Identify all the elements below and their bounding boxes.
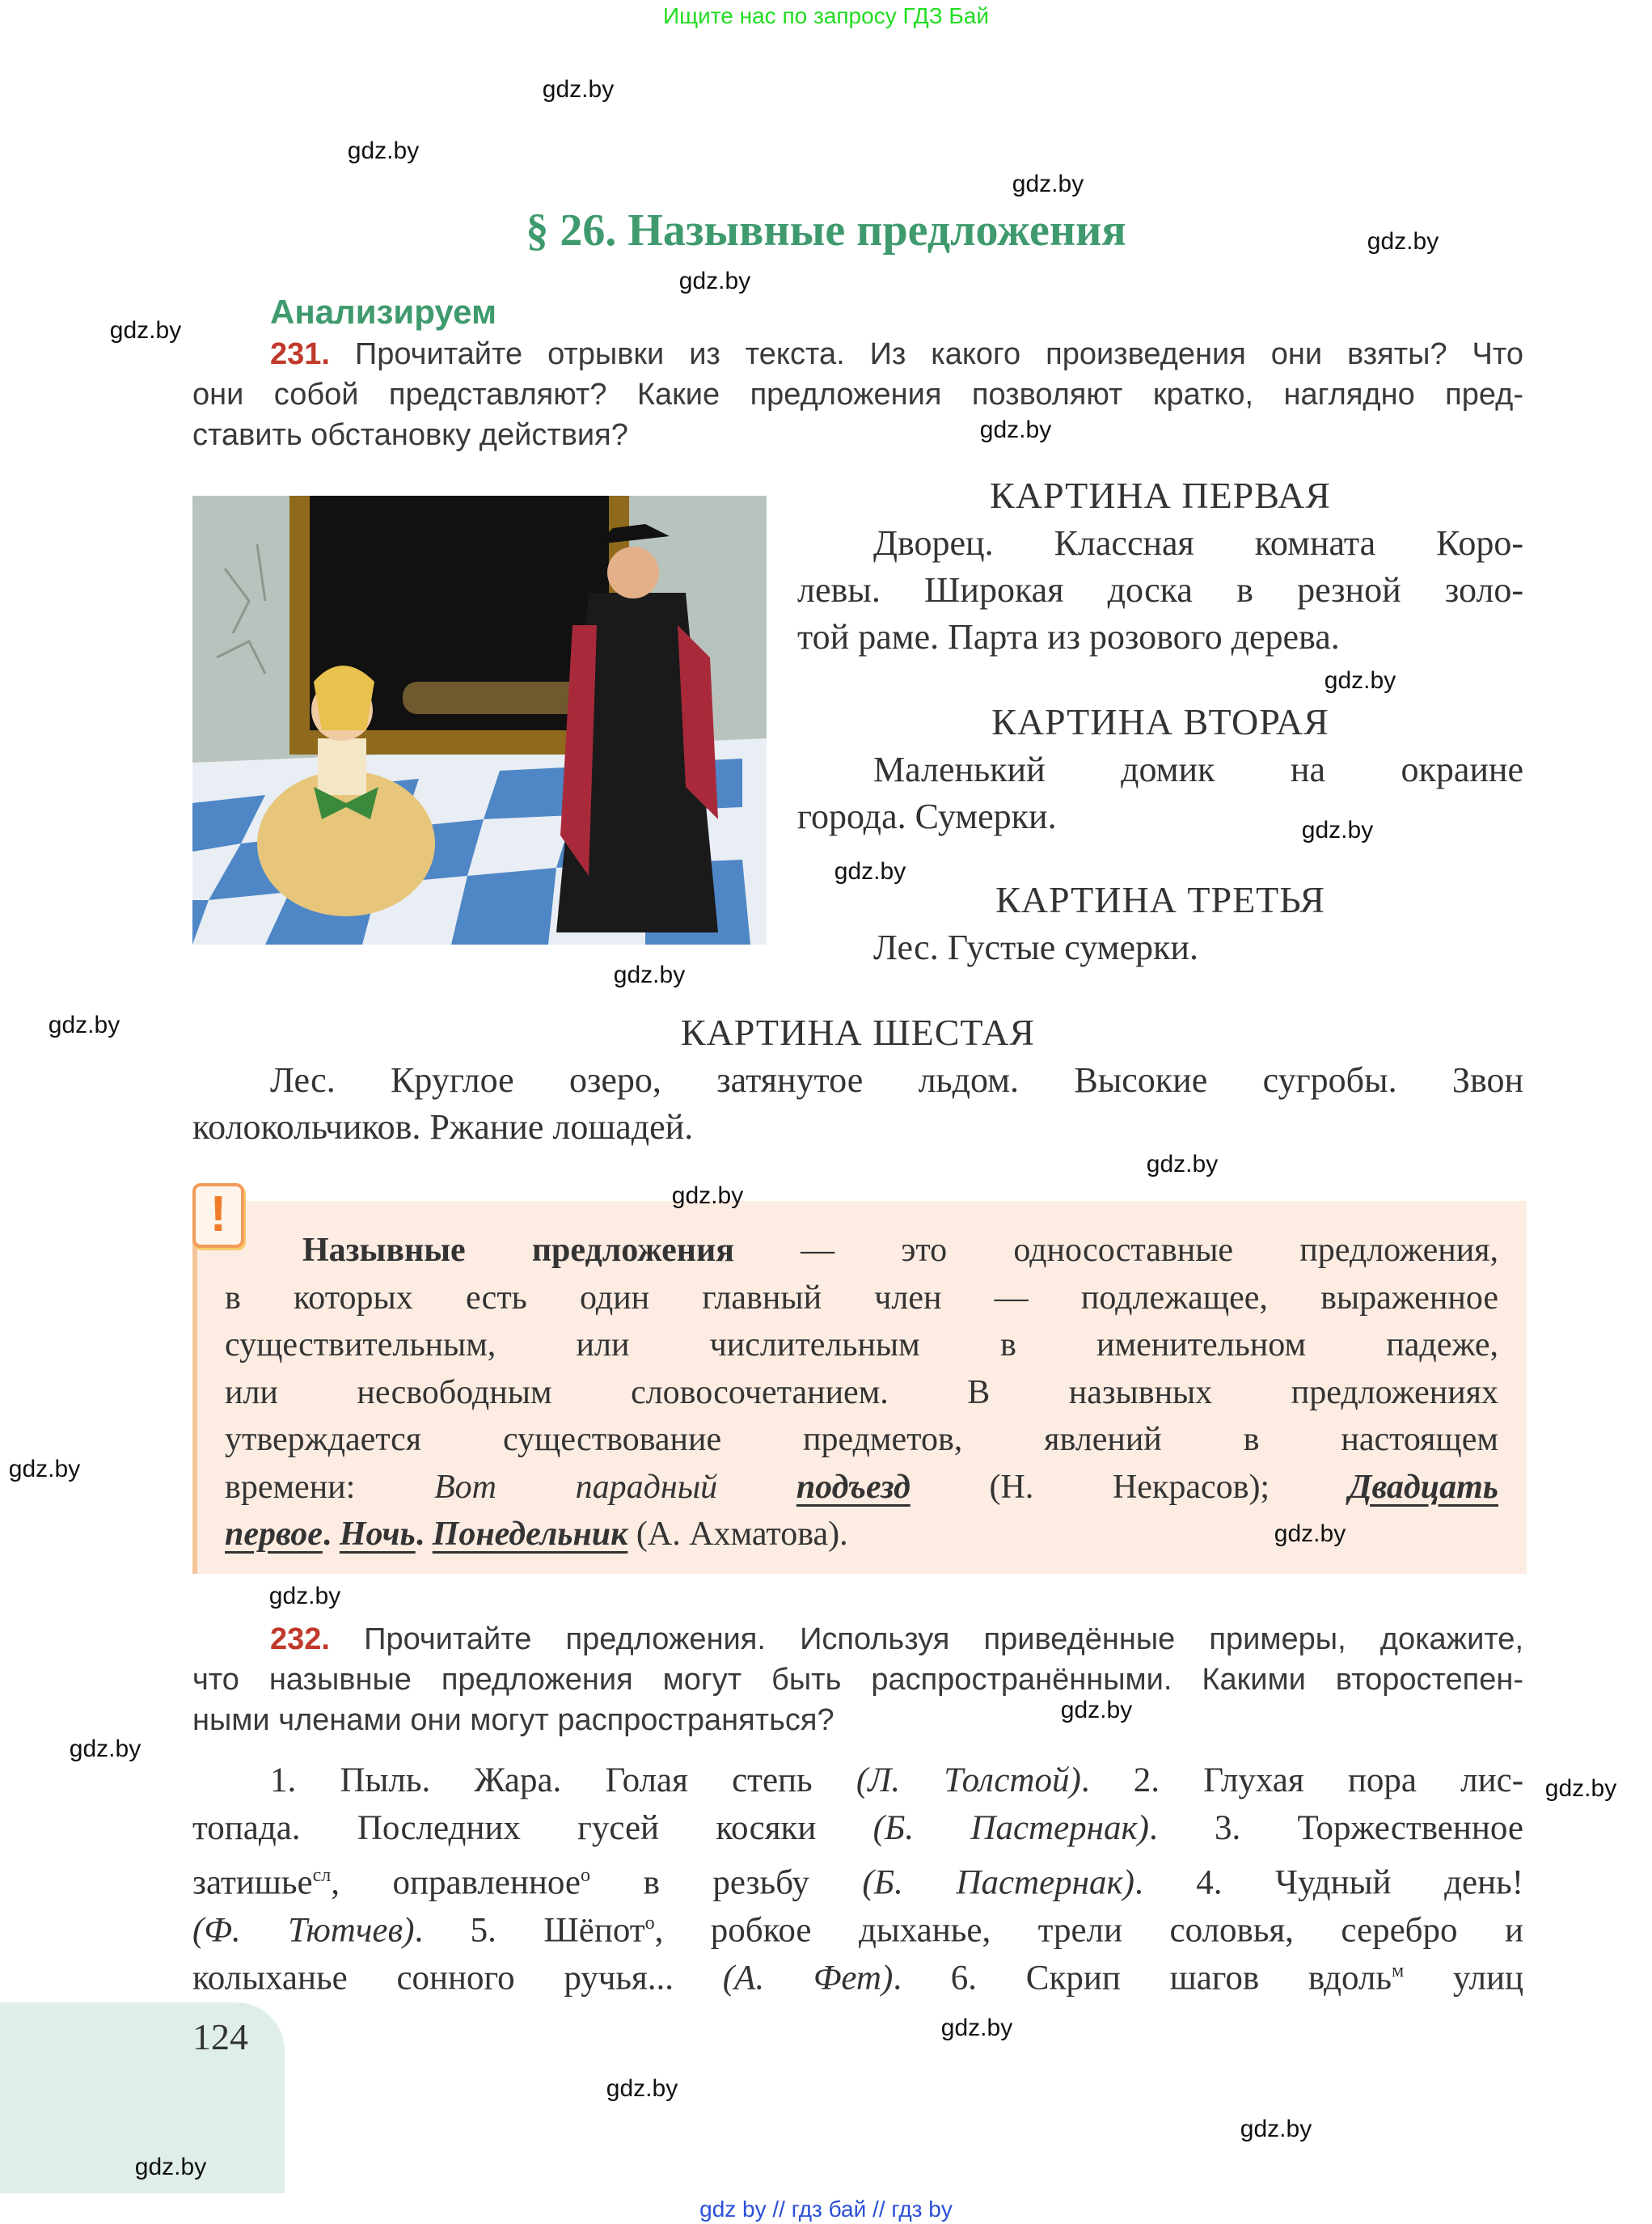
- watermark: gdz.by: [1274, 1520, 1346, 1547]
- section-heading: Анализируем: [270, 293, 497, 331]
- watermark: gdz.by: [1367, 228, 1439, 255]
- task-text: ставить обстановку действия?: [192, 418, 628, 452]
- mark-superscript: м: [1392, 1960, 1405, 1981]
- watermark: gdz.by: [109, 317, 182, 344]
- example-author: (А. Ахматова).: [627, 1516, 848, 1553]
- watermark: gdz.by: [1240, 2116, 1312, 2142]
- example-text: улиц: [1404, 1959, 1524, 1998]
- punctuation: .: [415, 1516, 433, 1553]
- example-text: 1. Пыль. Жара. Голая степь: [270, 1761, 856, 1799]
- example-text: . 2. Глухая пора лис-: [1080, 1761, 1524, 1799]
- task-number: 232.: [270, 1622, 330, 1656]
- mark-superscript: о: [644, 1913, 655, 1934]
- scene-text: левы. Широкая доска в резной золо-: [797, 570, 1523, 610]
- rule-term: Назывные предложения: [302, 1232, 734, 1269]
- rule-line: в которых есть один главный член — подлежащее, выраженное: [225, 1279, 1498, 1317]
- scene-text: колокольчиков. Ржание лошадей.: [192, 1107, 694, 1147]
- watermark: gdz.by: [542, 76, 615, 103]
- task-text: ными членами они могут распространяться?: [192, 1703, 834, 1737]
- task-232-examples: [192, 1757, 1524, 1998]
- example-author: (Н. Некрасов);: [910, 1468, 1349, 1506]
- watermark: gdz.by: [1544, 1775, 1617, 1802]
- example-text: Вот парадный: [433, 1468, 796, 1506]
- footer-links[interactable]: gdz by // гдз бай // гдз by: [699, 2197, 953, 2222]
- watermark: gdz.by: [347, 137, 420, 164]
- scene-text: Лес. Круглое озеро, затянутое льдом. Высокие сугробы. Звон: [270, 1060, 1523, 1100]
- rule-line: времени:: [225, 1468, 434, 1506]
- punctuation: .: [322, 1516, 340, 1553]
- scene-text: Дворец. Классная комната Коро-: [873, 523, 1523, 563]
- example-text: в резьбу: [590, 1863, 863, 1902]
- example-text: . 6. Скрип шагов вдоль: [893, 1959, 1392, 1998]
- search-banner[interactable]: Ищите нас по запросу ГДЗ Бай: [662, 3, 990, 28]
- task-number: 231.: [270, 337, 330, 371]
- mark-superscript: сл: [312, 1865, 332, 1886]
- task-text: Прочитайте предложения. Используя приведённые примеры, докажите,: [364, 1622, 1524, 1656]
- example-text: топада. Последних гусей косяки: [192, 1809, 873, 1847]
- rule-text: [225, 1227, 1498, 1558]
- watermark: gdz.by: [134, 2154, 207, 2180]
- scene-text: той раме. Парта из розового дерева.: [797, 617, 1340, 657]
- example-text: . 4. Чудный день!: [1134, 1863, 1524, 1902]
- illustration-alice-classroom: [192, 496, 767, 945]
- task-text: что назывные предложения могут быть распространёнными. Какими второстепен-: [192, 1663, 1523, 1697]
- watermark: gdz.by: [613, 962, 686, 988]
- watermark: gdz.by: [1060, 1697, 1133, 1723]
- example-subject: подъезд: [796, 1468, 911, 1506]
- example-subject: Понедельник: [432, 1516, 628, 1553]
- scene-heading: КАРТИНА ШЕСТАЯ: [680, 1012, 1036, 1053]
- example-text: , робкое дыханье, трели соловья, серебро и: [654, 1911, 1524, 1950]
- scene-1: [797, 471, 1523, 661]
- task-text: Прочитайте отрывки из текста. Из какого произведения они взяты? Что: [354, 337, 1523, 371]
- watermark: gdz.by: [671, 1182, 744, 1209]
- example-text: . 5. Шёпот: [414, 1911, 645, 1950]
- example-text: , оправленное: [331, 1863, 581, 1902]
- mark-superscript: о: [581, 1865, 591, 1886]
- task-232: [192, 1619, 1523, 1740]
- rule-line: утверждается существование предметов, явлений в настоящем: [225, 1421, 1498, 1458]
- scene-2: [797, 698, 1523, 840]
- example-author: (Б. Пастернак): [862, 1863, 1134, 1902]
- example-author: (Ф. Тютчев): [192, 1911, 415, 1950]
- watermark: gdz.by: [1301, 817, 1374, 844]
- example-text: . 3. Торжественное: [1148, 1809, 1523, 1847]
- rule-line: существительным, или числительным в именительном падеже,: [225, 1326, 1498, 1364]
- page-title: § 26. Назывные предложения: [526, 205, 1126, 256]
- scene-text: Лес. Густые сумерки.: [873, 928, 1198, 967]
- watermark: gdz.by: [940, 2015, 1013, 2041]
- watermark: gdz.by: [268, 1583, 341, 1609]
- watermark: gdz.by: [606, 2075, 678, 2102]
- example-subject: Двадцать: [1348, 1468, 1498, 1506]
- watermark: gdz.by: [834, 858, 906, 885]
- example-text: колыханье сонного ручья...: [192, 1959, 723, 1998]
- task-text: они собой представляют? Какие предложения позволяют кратко, наглядно пред-: [192, 378, 1523, 412]
- exclamation-icon: !: [192, 1183, 244, 1248]
- scene-6: [192, 1008, 1523, 1151]
- watermark: gdz.by: [1324, 667, 1396, 694]
- watermark: gdz.by: [1012, 171, 1084, 197]
- example-author: (Б. Пастернак): [872, 1809, 1149, 1847]
- watermark: gdz.by: [48, 1012, 120, 1038]
- scene-text: города. Сумерки.: [797, 797, 1057, 836]
- scene-3: [797, 876, 1523, 971]
- scene-text: Маленький домик на окраине: [873, 750, 1523, 789]
- scene-heading: КАРТИНА ТРЕТЬЯ: [995, 879, 1325, 920]
- page-number: 124: [192, 2016, 248, 2057]
- rule-line: или несвободным словосочетанием. В назывных предложениях: [225, 1373, 1498, 1411]
- watermark: gdz.by: [69, 1736, 142, 1762]
- example-subject: Ночь: [339, 1516, 416, 1553]
- watermark: gdz.by: [1146, 1151, 1219, 1178]
- task-231: [192, 334, 1523, 455]
- example-text: затишье: [192, 1863, 313, 1902]
- scene-heading: КАРТИНА ВТОРАЯ: [991, 701, 1329, 742]
- example-author: (Л. Толстой): [856, 1761, 1081, 1799]
- rule-line: — это односоставные предложения,: [733, 1232, 1498, 1269]
- scene-heading: КАРТИНА ПЕРВАЯ: [990, 475, 1331, 516]
- example-author: (А. Фет): [722, 1959, 894, 1998]
- watermark: gdz.by: [979, 416, 1052, 443]
- watermark: gdz.by: [678, 268, 751, 294]
- watermark: gdz.by: [8, 1456, 81, 1482]
- example-subject: первое: [225, 1516, 323, 1553]
